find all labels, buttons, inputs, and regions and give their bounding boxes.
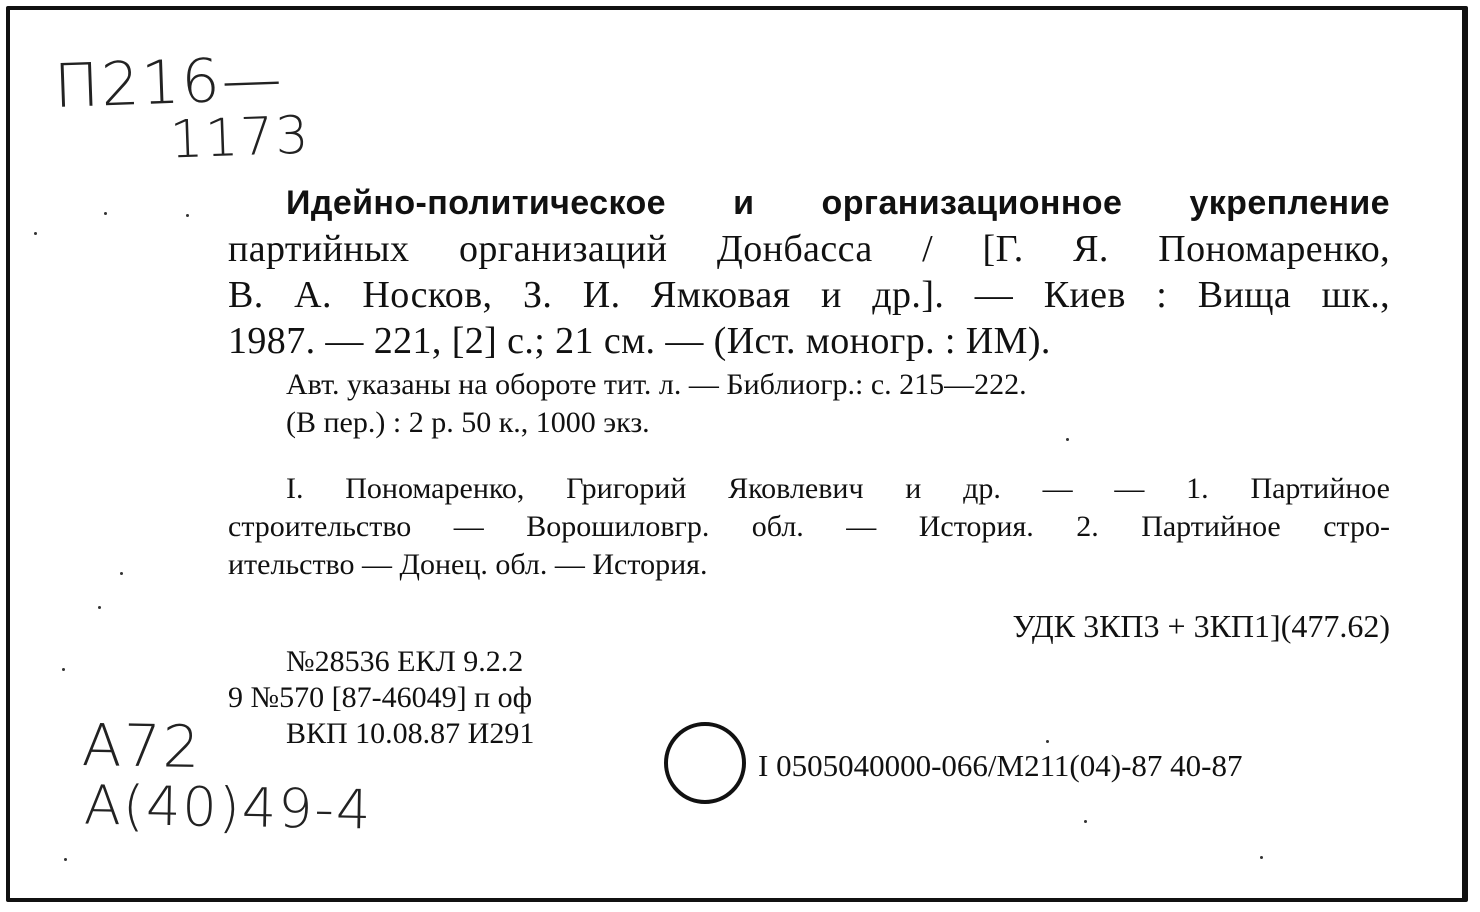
note-line-2: (В пер.) : 2 р. 50 к., 1000 экз. bbox=[286, 406, 650, 439]
code-line-2: 9 №570 [87-46049] п оф bbox=[228, 681, 533, 714]
dust-speck bbox=[1046, 740, 1049, 743]
dust-speck bbox=[1084, 820, 1087, 823]
registration-codes bbox=[228, 644, 534, 752]
dust-speck bbox=[98, 606, 101, 609]
handwritten-shelfmark-number: 1173 bbox=[168, 105, 312, 171]
tracing-line-2: строительство — Ворошиловгр. обл. — История. 2. Партийное стро- bbox=[228, 510, 1390, 543]
dust-speck bbox=[64, 858, 67, 861]
publication-index: I 0505040000-066/М211(04)-87 40-87 bbox=[758, 748, 1243, 783]
subject-tracings bbox=[228, 470, 1390, 584]
handwritten-author-mark: А72 bbox=[81, 710, 203, 782]
handwritten-classification: А(40)49-4 bbox=[83, 773, 373, 842]
tracing-line-3: ительство — Донец. обл. — История. bbox=[228, 548, 708, 581]
code-line-1: №28536 ЕКЛ 9.2.2 bbox=[286, 645, 524, 678]
handwritten-shelfmark: П216— bbox=[52, 44, 285, 122]
dust-speck bbox=[186, 214, 189, 217]
title-line-1: Идейно-политическое и организационное укрепление bbox=[286, 184, 1390, 222]
code-line-3: ВКП 10.08.87 И291 bbox=[286, 717, 535, 750]
notes bbox=[286, 366, 1027, 442]
title-line-2: партийных организаций Донбасса / [Г. Я. Пономаренко, bbox=[228, 228, 1390, 270]
circle-stamp-icon bbox=[664, 722, 746, 804]
title-line-3: В. А. Носков, З. И. Ямковая и др.]. — Киев : Вища шк., bbox=[228, 274, 1390, 316]
title-line-4: 1987. — 221, [2] с.; 21 см. — (Ист. моногр. : ИМ). bbox=[228, 320, 1051, 362]
bibliographic-description bbox=[228, 180, 1390, 364]
tracing-line-1: I. Пономаренко, Григорий Яковлевич и др. — — 1. Партийное bbox=[286, 472, 1390, 505]
note-line-1: Авт. указаны на обороте тит. л. — Библиогр.: с. 215—222. bbox=[286, 368, 1027, 401]
dust-speck bbox=[1260, 856, 1263, 859]
dust-speck bbox=[34, 232, 37, 235]
dust-speck bbox=[120, 572, 123, 575]
dust-speck bbox=[1066, 438, 1069, 441]
dust-speck bbox=[104, 212, 107, 215]
dust-speck bbox=[62, 668, 65, 671]
udk-classification: УДК 3КП3 + 3КП1](477.62) bbox=[1012, 608, 1390, 644]
